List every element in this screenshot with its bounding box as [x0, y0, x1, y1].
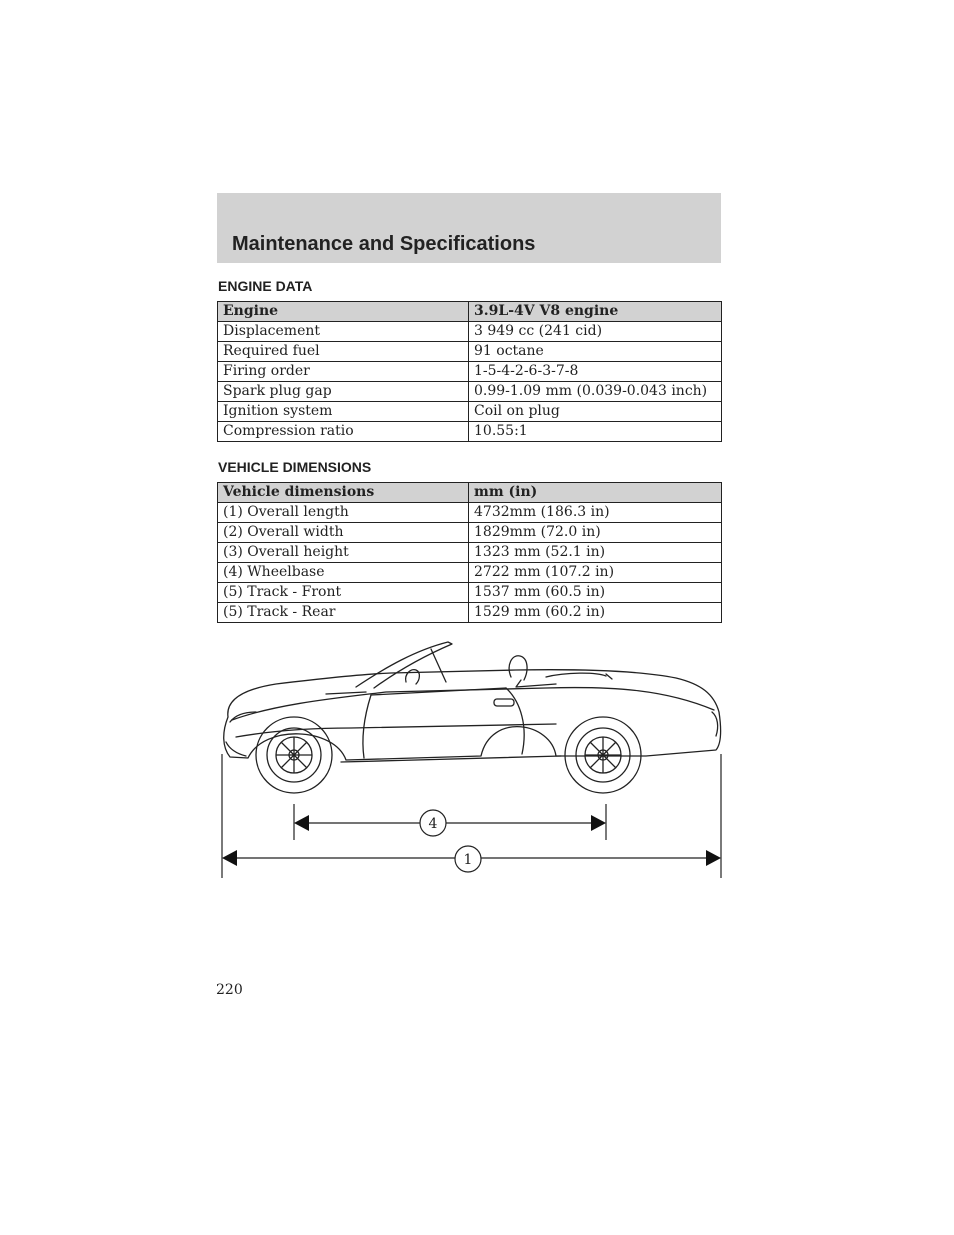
table-cell: Displacement — [218, 322, 469, 342]
table-row — [218, 362, 722, 382]
table-cell: (5) Track - Front — [218, 583, 469, 603]
table-row — [218, 382, 722, 402]
vehicle-dimensions-heading: VEHICLE DIMENSIONS — [218, 459, 372, 475]
table-cell: (5) Track - Rear — [218, 603, 469, 623]
engine-data-table — [217, 301, 722, 442]
table-cell: (2) Overall width — [218, 523, 469, 543]
table-row — [218, 503, 722, 523]
rear-wheel — [565, 717, 641, 793]
section-header-band — [217, 193, 721, 263]
page-number: 220 — [216, 982, 243, 998]
table-row — [218, 422, 722, 442]
table-cell: Firing order — [218, 362, 469, 382]
engine-data-heading: ENGINE DATA — [218, 278, 313, 294]
table-cell: 1537 mm (60.5 in) — [469, 583, 722, 603]
table-cell: 4732mm (186.3 in) — [469, 503, 722, 523]
table-cell: Compression ratio — [218, 422, 469, 442]
wheelbase-callout-label: 4 — [428, 816, 438, 832]
table-cell: 3 949 cc (241 cid) — [469, 322, 722, 342]
length-callout-label: 1 — [463, 852, 473, 868]
table-row — [218, 342, 722, 362]
table-cell: Required fuel — [218, 342, 469, 362]
overall-length-dimension-line — [222, 846, 721, 872]
table-cell: 0.99-1.09 mm (0.039-0.043 inch) — [469, 382, 722, 402]
table-cell: (3) Overall height — [218, 543, 469, 563]
table-cell: 91 octane — [469, 342, 722, 362]
column-header: 3.9L-4V V8 engine — [469, 302, 722, 322]
table-cell: 2722 mm (107.2 in) — [469, 563, 722, 583]
table-row — [218, 322, 722, 342]
vehicle-side-view-figure — [216, 632, 728, 882]
table-cell: Spark plug gap — [218, 382, 469, 402]
table-row — [218, 563, 722, 583]
vehicle-dimensions-table — [217, 482, 722, 623]
table-row — [218, 402, 722, 422]
table-cell: (4) Wheelbase — [218, 563, 469, 583]
table-cell: Ignition system — [218, 402, 469, 422]
table-cell: 10.55:1 — [469, 422, 722, 442]
table-cell: (1) Overall length — [218, 503, 469, 523]
table-header-row — [218, 483, 722, 503]
table-row — [218, 583, 722, 603]
wheelbase-dimension-line — [294, 810, 606, 836]
page-title: Maintenance and Specifications — [232, 233, 536, 255]
front-wheel — [256, 717, 332, 793]
table-cell: 1529 mm (60.2 in) — [469, 603, 722, 623]
table-cell: 1829mm (72.0 in) — [469, 523, 722, 543]
column-header: mm (in) — [469, 483, 722, 503]
table-cell: 1323 mm (52.1 in) — [469, 543, 722, 563]
car-outline — [224, 642, 721, 762]
table-row — [218, 523, 722, 543]
table-cell: 1-5-4-2-6-3-7-8 — [469, 362, 722, 382]
table-header-row — [218, 302, 722, 322]
column-header: Engine — [218, 302, 469, 322]
column-header: Vehicle dimensions — [218, 483, 469, 503]
table-cell: Coil on plug — [469, 402, 722, 422]
table-row — [218, 543, 722, 563]
table-row — [218, 603, 722, 623]
